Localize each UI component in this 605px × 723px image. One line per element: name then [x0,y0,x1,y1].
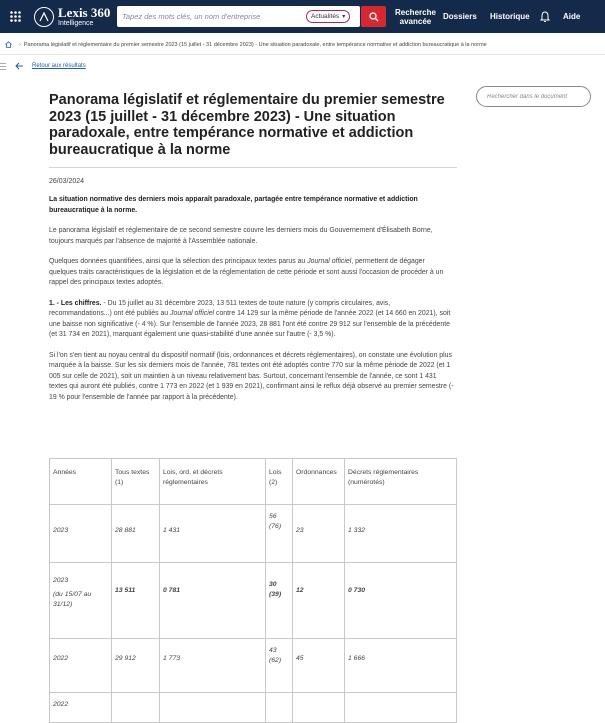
home-icon[interactable] [5,41,12,50]
table-cell-year: 2022 [50,693,112,723]
paragraph-selection: Quelques données quantifiées, ainsi que la sélection des principaux textes parus au Journal officiel, permettent de dégager quelques traits caractéristiques de la législation et de la réglementation de cette période et sont aussi l'occasion de procéder à un rappel des principaux textes adoptés. [49,258,444,286]
paragraph-noyau: Si l'on s'en tient au noyau central du dispositif normatif (lois, ordonnances et décrets réglementaires), on constate une évolution plus marquée à la baisse. Sur les six derniers mois de l'année, 781 textes ont été adoptés contre 770 sur la même période de 2022 (et 1 005 sur celle de 2021), soit un maintien à un niveau relativement bas. Surtout, concernant l'ensemble de l'année, ce sont 1 431 textes qui auront été publiés, contre 1 773 en 2022 (et 1 939 en 2021), confirmant ainsi le reflux déjà observé au premier semestre (- 19 % pour l'ensemble de l'année par rapport à la précédente). [49,351,454,401]
back-to-results-label: Retour aux résultats [32,63,86,69]
nav-historique[interactable]: Historique [490,12,530,21]
table-cell: 1 773 [160,639,266,693]
nav-advanced-search-line1: Recherche [395,7,436,17]
table-cell [112,693,160,723]
table-cell: 56 (76) [266,505,293,563]
table-cell [266,693,293,723]
table-cell: 1 431 [160,505,266,563]
menu-lines-icon[interactable] [0,63,6,72]
table-row [50,563,457,639]
document-search-input[interactable] [476,86,591,107]
table-cell-year: 2022 [50,639,112,693]
table-cell: 29 912 [112,639,160,693]
table-cell: 1 332 [345,505,457,563]
search-button[interactable] [361,6,386,27]
table-cell [160,693,266,723]
nav-aide[interactable]: Aide [563,12,581,21]
table-cell: 45 [293,639,345,693]
table-cell: 0 781 [160,563,266,639]
notifications-bell-icon[interactable] [540,10,550,28]
table-cell [293,693,345,723]
back-arrow-icon [15,62,24,70]
article [49,92,461,403]
column-header: Lois, ord. et décrets réglementaires [160,459,266,505]
search-scope-value: Actualités [311,13,340,20]
header-divider [0,54,605,55]
table-cell: 28 881 [112,505,160,563]
column-header: Lois (2) [266,459,293,505]
breadcrumb-current: Panorama législatif et réglementaire du premier semestre 2023 (15 juillet - 31 décembre 2023) - Une situation paradoxale, entre tempérance normative et addiction bureaucratique à la norme [23,42,487,48]
table-cell: 0 730 [345,563,457,639]
article-lead: La situation normative des derniers mois apparaît paradoxale, partagée entre tempérance normative et addiction bureaucratique à la norme. [49,196,418,214]
table-cell: 43 (62) [266,639,293,693]
article-title: Panorama législatif et réglementaire du premier semestre 2023 (15 juillet - 31 décembre 2023) - Une situation paradoxale, entre tempérance normative et addiction bureaucratique à la norme [49,92,445,158]
search-icon [369,12,379,22]
table-row [50,693,457,723]
table-cell-year: 2023 (du 15/07 au 31/12) [50,563,112,639]
paragraph-intro: Le panorama législatif et réglementaire de ce second semestre couvre les derniers mois du Gouvernement d'Élisabeth Borne, toujours marqués par l'absence de majorité à l'Assemblée nationale. [49,227,433,245]
nav-advanced-search[interactable] [395,0,436,33]
chevron-down-icon: ▾ [342,14,346,20]
brand-subtitle: Intelligence [58,20,94,27]
table-row [50,505,457,563]
table-cell: 1 666 [345,639,457,693]
column-header: Années [50,459,112,505]
nav-dossiers[interactable]: Dossiers [443,12,477,21]
statistics-table [49,458,457,723]
table-row [50,639,457,693]
table-cell-year: 2023 [50,505,112,563]
column-header: Ordonnances [293,459,345,505]
column-header: Tous textes (1) [112,459,160,505]
nav-advanced-search-line2: avancée [399,16,432,26]
table-cell: 12 [293,563,345,639]
column-header: Décrets réglementaires (numérotés) [345,459,457,505]
breadcrumb-separator-icon: › [19,42,21,48]
top-bar [0,0,605,33]
table-cell: 13 511 [112,563,160,639]
back-to-results-link[interactable] [15,62,86,70]
title-divider [49,167,457,168]
brand-name: Lexis 360 [58,5,111,20]
table-cell: 23 [293,505,345,563]
lexis-logo-icon [34,7,54,27]
table-cell: 30 (39) [266,563,293,639]
paragraph-chiffres: 1. - Les chiffres. - Du 15 juillet au 31 décembre 2023, 13 511 textes de toute nature (y compris circulaires, avis, recommandations...) ont été publiés au Journal officiel contre 14 129 sur la même période de l'année 2022 (et 14 660 en 2021), soit une baisse non significative (- 4 %). Sur l'ensemble de l'année 2023, 28 881 l'ont été contre 29 912 sur l'ensemble de la précédente (et 31 734 en 2021), marquant également une quasi-stabilité d'une année sur l'autre (- 3,5 %). [49,299,451,338]
article-date: 26/03/2024 [49,178,85,185]
section-heading-chiffres: 1. - Les chiffres. [49,299,102,307]
breadcrumb [5,40,605,50]
table-header-row [50,459,457,505]
table-cell [345,693,457,723]
global-search-input[interactable] [122,12,302,21]
search-scope-select[interactable] [306,10,350,23]
app-grid-icon[interactable] [4,0,26,33]
lexis-logo[interactable] [34,0,110,33]
